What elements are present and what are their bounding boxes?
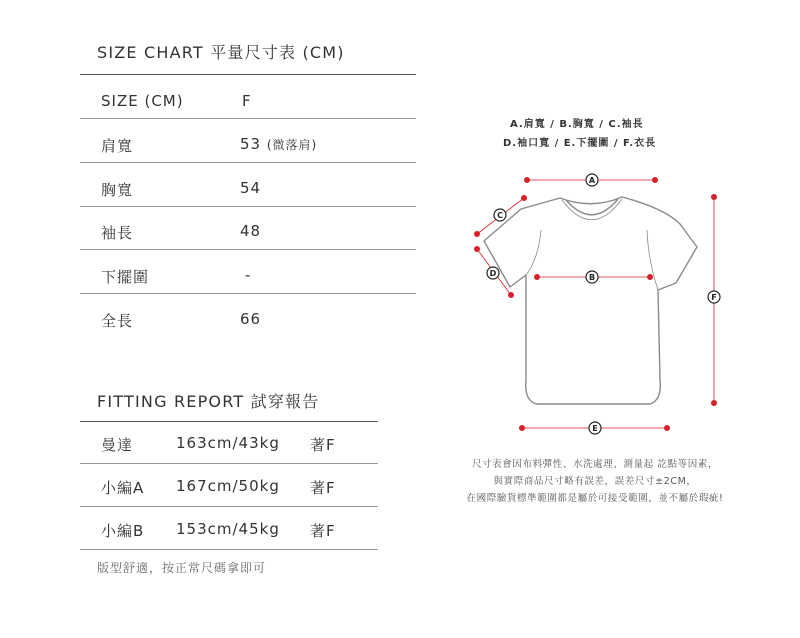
fitter-size: 著F — [310, 522, 336, 540]
legend-line-1: A.肩寬 / B.胸寬 / C.袖長 — [510, 119, 644, 130]
measure-markers — [487, 174, 720, 434]
measure-endpoint — [647, 274, 652, 279]
row-label-length: 全長 — [101, 312, 134, 330]
fitter-stats: 153cm/45kg — [176, 520, 280, 538]
measure-endpoint — [474, 246, 479, 251]
svg-text:A: A — [588, 176, 596, 185]
marker-f — [708, 291, 720, 303]
fitting-footnote: 版型舒適，按正常尺碼拿即可 — [97, 561, 267, 575]
disclaimer-line-3: 在國際驗貨標準範圍都是屬於可接受範圍，並不屬於瑕疵! — [466, 493, 724, 504]
row-value-shoulder: 53 (微落肩) — [240, 135, 318, 153]
row-label-hem: 下擺圍 — [101, 268, 150, 286]
fitter-size: 著F — [310, 479, 336, 497]
tshirt-outline — [484, 197, 697, 404]
marker-a — [586, 174, 598, 186]
measure-endpoint — [508, 292, 513, 297]
measure-endpoint — [711, 194, 716, 199]
svg-text:F: F — [711, 293, 717, 302]
fitter-stats: 163cm/43kg — [176, 434, 280, 452]
marker-c — [494, 209, 506, 221]
fitter-stats: 167cm/50kg — [176, 477, 280, 495]
measure-endpoint — [652, 177, 657, 182]
fitter-name: 小編B — [101, 522, 145, 540]
svg-text:E: E — [592, 424, 598, 433]
row-note-shoulder: (微落肩) — [266, 138, 318, 152]
measure-lines — [474, 177, 716, 430]
row-label-chest: 胸寬 — [101, 181, 134, 199]
fitter-name: 小編A — [101, 479, 145, 497]
row-label-shoulder: 肩寬 — [101, 137, 134, 155]
fitter-size: 著F — [310, 436, 336, 454]
measure-endpoint — [664, 425, 669, 430]
measure-endpoint — [534, 274, 539, 279]
disclaimer-line-2: 與實際商品尺寸略有誤差，誤差尺寸±2CM， — [493, 476, 697, 487]
size-chart-title: SIZE CHART 平量尺寸表 (CM) — [97, 43, 345, 62]
row-value-length: 66 — [240, 310, 262, 328]
disclaimer — [430, 456, 760, 507]
size-header-label: SIZE (CM) — [101, 92, 184, 110]
size-header-size: F — [242, 92, 252, 110]
measure-endpoint — [521, 195, 526, 200]
measure-endpoint — [711, 400, 716, 405]
svg-text:C: C — [497, 211, 503, 220]
legend-line-2: D.袖口寬 / E.下擺圍 / F.衣長 — [503, 138, 657, 149]
row-label-sleeve: 袖長 — [101, 224, 134, 242]
svg-text:B: B — [588, 273, 596, 282]
row-value-hem: - — [245, 266, 252, 284]
fitter-name: 曼達 — [101, 436, 134, 454]
measure-endpoint — [524, 177, 529, 182]
marker-d — [487, 267, 499, 279]
marker-e — [589, 422, 601, 434]
fitting-report-title: FITTING REPORT 試穿報告 — [97, 392, 320, 411]
svg-text:D: D — [489, 269, 497, 278]
disclaimer-line-1: 尺寸表會因布料彈性、水洗處理、測量起 訖點等因素， — [471, 459, 719, 470]
marker-b — [586, 271, 598, 283]
measure-endpoint — [474, 231, 479, 236]
row-value-sleeve: 48 — [240, 222, 262, 240]
row-value-chest: 54 — [240, 179, 262, 197]
measure-endpoint — [519, 425, 524, 430]
